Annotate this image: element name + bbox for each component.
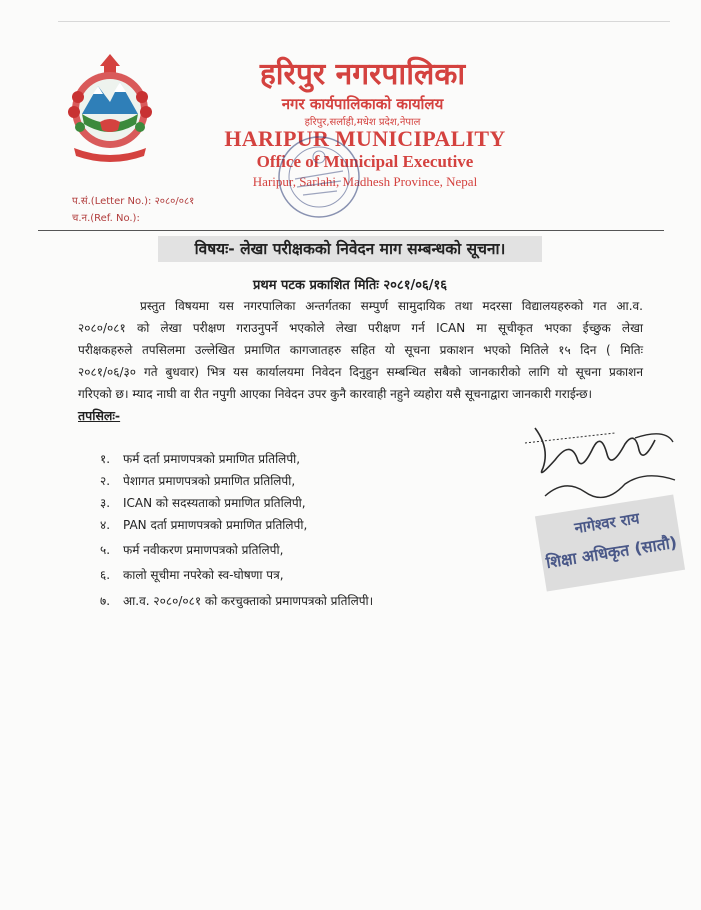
municipality-name-english: HARIPUR MUNICIPALITY [224,126,506,151]
list-item [100,472,295,489]
office-name-english: Office of Municipal Executive [256,152,474,171]
item-number: १. [100,452,111,466]
item-number: ६. [100,568,111,582]
item-number: ४. [100,518,111,532]
item-number: ७. [100,594,111,608]
office-name-nepali: नगर कार्यपालिकाको कार्यालय [281,95,444,113]
list-item [100,592,373,609]
list-item [100,494,306,511]
body-line-1: प्रस्तुत विषयमा यस नगरपालिका अन्तर्गतका सम्पुर्ण सामुदायिक तथा मदरसा विद्यालयहरुको गत आ.व. [140,299,643,313]
subject-heading: विषयः- लेखा परीक्षकको निवेदन माग सम्बन्धको सूचना। [158,236,542,262]
address-english: Haripur, Sarlahi, Madhesh Province, Nepal [252,174,478,189]
item-number: ५. [100,543,111,557]
item-number: २. [100,474,111,488]
nepal-emblem-icon [60,52,160,167]
item-text: कालो सूचीमा नपरेको स्व-घोषणा पत्र, [123,568,284,582]
address-nepali: हरिपुर,सर्लाही,मधेश प्रदेश,नेपाल [304,117,421,128]
body-line-4: २०८१/०६/३० गते बुधवार) भित्र यस कार्यालयमा निवेदन दिनुहुन सम्बन्धित सबैको जानकारीको लागि यो सूचना प्रकाशन [78,365,643,379]
tapsil-heading: तपसिलः- [78,408,121,423]
item-number: ३. [100,496,111,510]
officer-stamp [535,495,685,592]
item-text: ICAN को सदस्यताको प्रमाणित प्रतिलिपी, [123,496,306,510]
list-item [100,566,284,583]
item-text: फर्म दर्ता प्रमाणपत्रको प्रमाणित प्रतिलिपी, [123,452,301,466]
item-text: PAN दर्ता प्रमाणपत्रको प्रमाणित प्रतिलिपी, [123,518,308,532]
body-line-5: गरिएको छ। म्याद नाघी वा रीत नपुगी आएका निवेदन उपर कुनै कारवाही नहुने व्यहोरा यसै सूचनाद्वारा जानकारी गराईन्छ। [78,387,593,401]
top-rule [58,21,670,22]
office-seal-icon [275,133,363,221]
published-date: प्रथम पटक प्रकाशित मितिः २०८१/०६/१६ [253,278,447,293]
list-item [100,516,307,533]
list-item [100,541,283,558]
header-divider [38,230,664,231]
letter-number: प.सं.(Letter No.): २०८०/०८१ [72,196,195,207]
reference-number: च.न.(Ref. No.): [72,213,140,224]
list-item [100,450,300,467]
item-text: पेशागत प्रमाणपत्रको प्रमाणित प्रतिलिपी, [123,474,296,488]
municipality-name-nepali: हरिपुर नगरपालिका [259,57,466,92]
body-line-2: २०८०/०८१ को लेखा परीक्षण गराउनुपर्ने भएकोले लेखा परीक्षण गर्न ICAN मा सूचीकृत भएका ईच्छुक लेखा [78,321,643,335]
officer-name: नागेश्वर राय [573,509,641,538]
item-text: आ.व. २०८०/०८१ को करचुक्ताको प्रमाणपत्रको प्रतिलिपी। [123,594,374,608]
item-text: फर्म नवीकरण प्रमाणपत्रको प्रतिलिपी, [123,543,284,557]
body-line-3: परीक्षकहरुले तपसिलमा उल्लेखित प्रमाणित कागजातहरु सहित यो सूचना प्रकाशन भएको मितिले १५ दिन ( मितिः [78,343,643,357]
officer-title: शिक्षा अधिकृत (सातौ) [544,532,679,573]
